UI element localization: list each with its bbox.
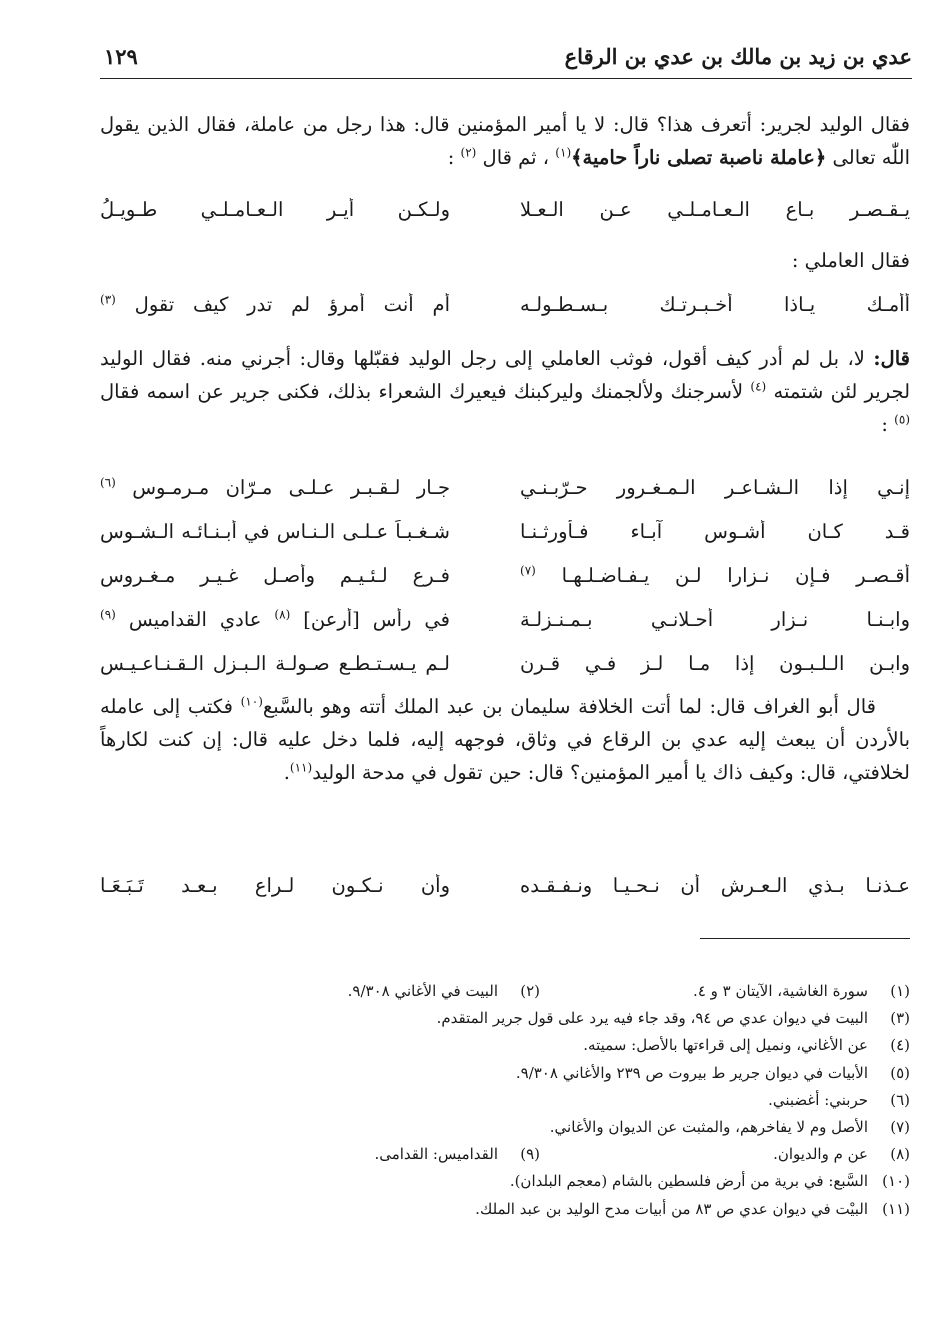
footnote-8-and-9 bbox=[60, 1141, 910, 1168]
poem-verse-3-first-text: أقـصـر فـإن نـزارا لـن يـفـاضـلـهـا bbox=[561, 564, 910, 587]
footnote-text: الأبيات في ديوان جرير ط بيروت ص ٢٣٩ والأغاني ٩/٣٠٨. bbox=[515, 1063, 868, 1082]
footnote-text: القداميس: القدامى. bbox=[374, 1145, 498, 1164]
header-rule bbox=[100, 78, 912, 79]
footnote-marker-2: (٢) bbox=[460, 145, 477, 160]
poem-verse-4-second-hemistich bbox=[100, 608, 450, 631]
poem-verse-2-second-hemistich: شـغـبـاً عـلـى الـنـاس في أبـنـائـه الـشـوس bbox=[100, 520, 450, 543]
footnotes bbox=[60, 978, 910, 1223]
running-header bbox=[100, 40, 912, 80]
poem-verse-4-first-hemistich: وابـنـا نـزار أحـلانـي بـمـنـزلـة bbox=[520, 608, 910, 631]
poem-verse-4-second-text-a: في رأس [أرعن] bbox=[303, 608, 450, 631]
footnote-number: (٧) bbox=[890, 1117, 910, 1136]
footnote-number: (٤) bbox=[890, 1036, 910, 1055]
footnote-number: (٣) bbox=[890, 1009, 910, 1028]
footnote-marker-10: (١٠) bbox=[240, 694, 263, 709]
footnote-number: (٥) bbox=[890, 1063, 910, 1082]
footnote-1-and-2 bbox=[60, 978, 910, 1005]
verse-3-second-hemistich: وأن نـكـون لـراعٍ بـعـد تَـبَـعَـا bbox=[100, 874, 450, 897]
poem-verse-5 bbox=[100, 652, 910, 692]
footnote-4 bbox=[60, 1032, 910, 1059]
footnote-marker-11: (١١) bbox=[289, 760, 313, 775]
footnote-text: الأصل وم لا يفاخرهم، والمثبت عن الديوان والأغاني. bbox=[549, 1117, 868, 1136]
verse-2 bbox=[100, 293, 910, 333]
footnote-7 bbox=[60, 1114, 910, 1141]
verse-2-first-hemistich: أأمـك يـاذا أخـبـرتـك بـسـطـولـه bbox=[520, 293, 910, 316]
verse-1-first-hemistich: يـقـصـر بـاع الـعـامـلـي عـن الـعـلا bbox=[520, 198, 910, 221]
poem-verse-1-first-hemistich: إنـي إذا الـشـاعـر الـمـغـرور حـرّبـنـي bbox=[520, 476, 910, 499]
footnote-2 bbox=[348, 978, 540, 1005]
poem-verse-1 bbox=[100, 476, 910, 516]
footnote-marker-7: (٧) bbox=[520, 564, 536, 578]
footnote-text: البيت في ديوان عدي ص ٩٤، وقد جاء فيه يرد على قول جرير المتقدم. bbox=[436, 1009, 868, 1028]
paragraph-1-text-b: ، ثم قال bbox=[476, 146, 556, 169]
paragraph-1-text-a: فقال الوليد لجرير: أتعرف هذا؟ قال: لا يا أمير المؤمنين قال: هذا رجل من عاملة، فقال الذين يقول اللّٰه تعالى bbox=[100, 113, 910, 169]
page-number: ١٢٩ bbox=[104, 44, 138, 69]
verse-2-second-text: أم أنت أمرؤ لم تدر كيف تقول bbox=[134, 293, 450, 316]
footnote-number: (١٠) bbox=[882, 1172, 910, 1191]
paragraph-1-text-c: : bbox=[447, 146, 461, 169]
paragraph-3-text-c: . bbox=[283, 761, 290, 784]
footnote-separator bbox=[700, 938, 910, 939]
footnote-marker-4: (٤) bbox=[750, 379, 767, 394]
footnote-marker-5: (٥) bbox=[894, 412, 910, 427]
poem-verse-3-second-hemistich: فـرع لـئـيـم وأصـل غـيـر مـغـروس bbox=[100, 564, 450, 587]
footnote-text: السَّبع: في برية من أرض فلسطين بالشام (معجم البلدان). bbox=[509, 1172, 868, 1191]
qala-word: قال: bbox=[873, 347, 910, 370]
paragraph-1 bbox=[100, 108, 910, 174]
verse-1 bbox=[100, 198, 910, 238]
paragraph-2-text-c: : bbox=[881, 413, 895, 436]
poem-verse-4 bbox=[100, 608, 910, 648]
poem-verse-5-first-hemistich: وابـن الـلـبـون إذا مـا لـز فـي قـرن bbox=[520, 652, 910, 675]
footnote-number: (٨) bbox=[890, 1145, 910, 1164]
poem-verse-2-first-hemistich: قـد كـان أشـوس آبـاء فـأورثـنـا bbox=[520, 520, 910, 543]
footnote-text: سورة الغاشية، الآيتان ٣ و ٤. bbox=[693, 982, 868, 1000]
footnote-text: عن م والديوان. bbox=[773, 1145, 868, 1164]
paragraph-2 bbox=[100, 342, 910, 441]
footnote-number: (٦) bbox=[890, 1090, 910, 1109]
poem-verse-3 bbox=[100, 564, 910, 604]
verse-3-first-hemistich: عـذنـا بـذي الـعـرش أن نـحـيـا ونـفـقـده bbox=[520, 874, 910, 897]
footnote-text: البيْت في ديوان عدي ص ٨٣ من أبيات مدح الوليد بن عبد الملك. bbox=[475, 1199, 868, 1218]
paragraph-3-text-b: فكتب إلى عامله بالأردن أن يبعث إليه عدي بن الرقاع في وثاق، فوجهه إليه، فلما دخل عليه قال: إن كنت لكارهاً لخلافتي، قال: وكيف ذاك يا أمير المؤمنين؟ قال: حين تقول في مدحة الوليد bbox=[100, 695, 910, 784]
amili-said-line: فقال العاملي : bbox=[791, 249, 910, 272]
footnote-6 bbox=[60, 1087, 910, 1114]
footnote-marker-8: (٨) bbox=[274, 608, 291, 622]
footnote-number: (١١) bbox=[882, 1199, 910, 1218]
footnote-marker-9: (٩) bbox=[100, 608, 116, 622]
footnote-marker-6: (٦) bbox=[100, 476, 116, 490]
footnote-11 bbox=[60, 1196, 910, 1223]
footnote-3 bbox=[60, 1005, 910, 1032]
footnote-text: عن الأغاني، ونميل إلى قراءتها بالأصل: سميته. bbox=[583, 1036, 868, 1055]
verse-2-second-hemistich bbox=[100, 293, 450, 316]
chapter-title: عدي بن زيد بن مالك بن عدي بن الرقاع bbox=[564, 44, 912, 69]
footnote-text: حربني: أغضبني. bbox=[768, 1090, 868, 1109]
footnote-number: (٢) bbox=[520, 982, 540, 1000]
footnote-10 bbox=[60, 1168, 910, 1195]
paragraph-2-text-b: لأسرجنك ولألجمنك وليركبنك فيعيرك الشعراء بذلك، فكنى جرير عن اسمه فقال bbox=[100, 380, 751, 403]
footnote-marker-3: (٣) bbox=[100, 293, 116, 307]
footnote-marker-1: (١) bbox=[555, 145, 572, 160]
verse-3 bbox=[100, 874, 910, 914]
footnote-9 bbox=[374, 1141, 540, 1168]
footnote-text: البيت في الأغاني ٩/٣٠٨. bbox=[347, 982, 498, 1000]
paragraph-2-text-a: لا، بل لم أدر كيف أقول، فوثب العاملي إلى رجل الوليد فقبّلها وقال: أجرني منه. فقال الوليد لجرير لئن شتمته bbox=[100, 347, 911, 403]
verse-1-second-hemistich: ولـكـن أيـر الـعـامـلـي طـويـلُ bbox=[100, 198, 450, 221]
poem-verse-1-second-hemistich bbox=[100, 476, 450, 499]
paragraph-3 bbox=[100, 690, 910, 789]
poem-verse-2 bbox=[100, 520, 910, 560]
quran-quote: ﴿عاملة ناصبة تصلى ناراً حامية﴾ bbox=[571, 146, 827, 169]
footnote-number: (١) bbox=[890, 982, 910, 1000]
poem-verse-3-first-hemistich bbox=[520, 564, 910, 587]
poem-verse-4-second-text-b: عادي القداميس bbox=[128, 608, 275, 631]
paragraph-3-text-a: قال أبو الغراف قال: لما أتت الخلافة سليمان بن عبد الملك أتته وهو بالسَّبع bbox=[262, 695, 876, 718]
footnote-5 bbox=[60, 1060, 910, 1087]
footnote-number: (٩) bbox=[520, 1145, 540, 1164]
poem-verse-1-second-text: جـار لـقـبـر عـلـى مـرّان مـرمـوس bbox=[132, 476, 450, 499]
poem-verse-5-second-hemistich: لـم يـسـتـطـع صـولـة الـبـزل الـقـنـاعـيـس bbox=[100, 652, 450, 675]
